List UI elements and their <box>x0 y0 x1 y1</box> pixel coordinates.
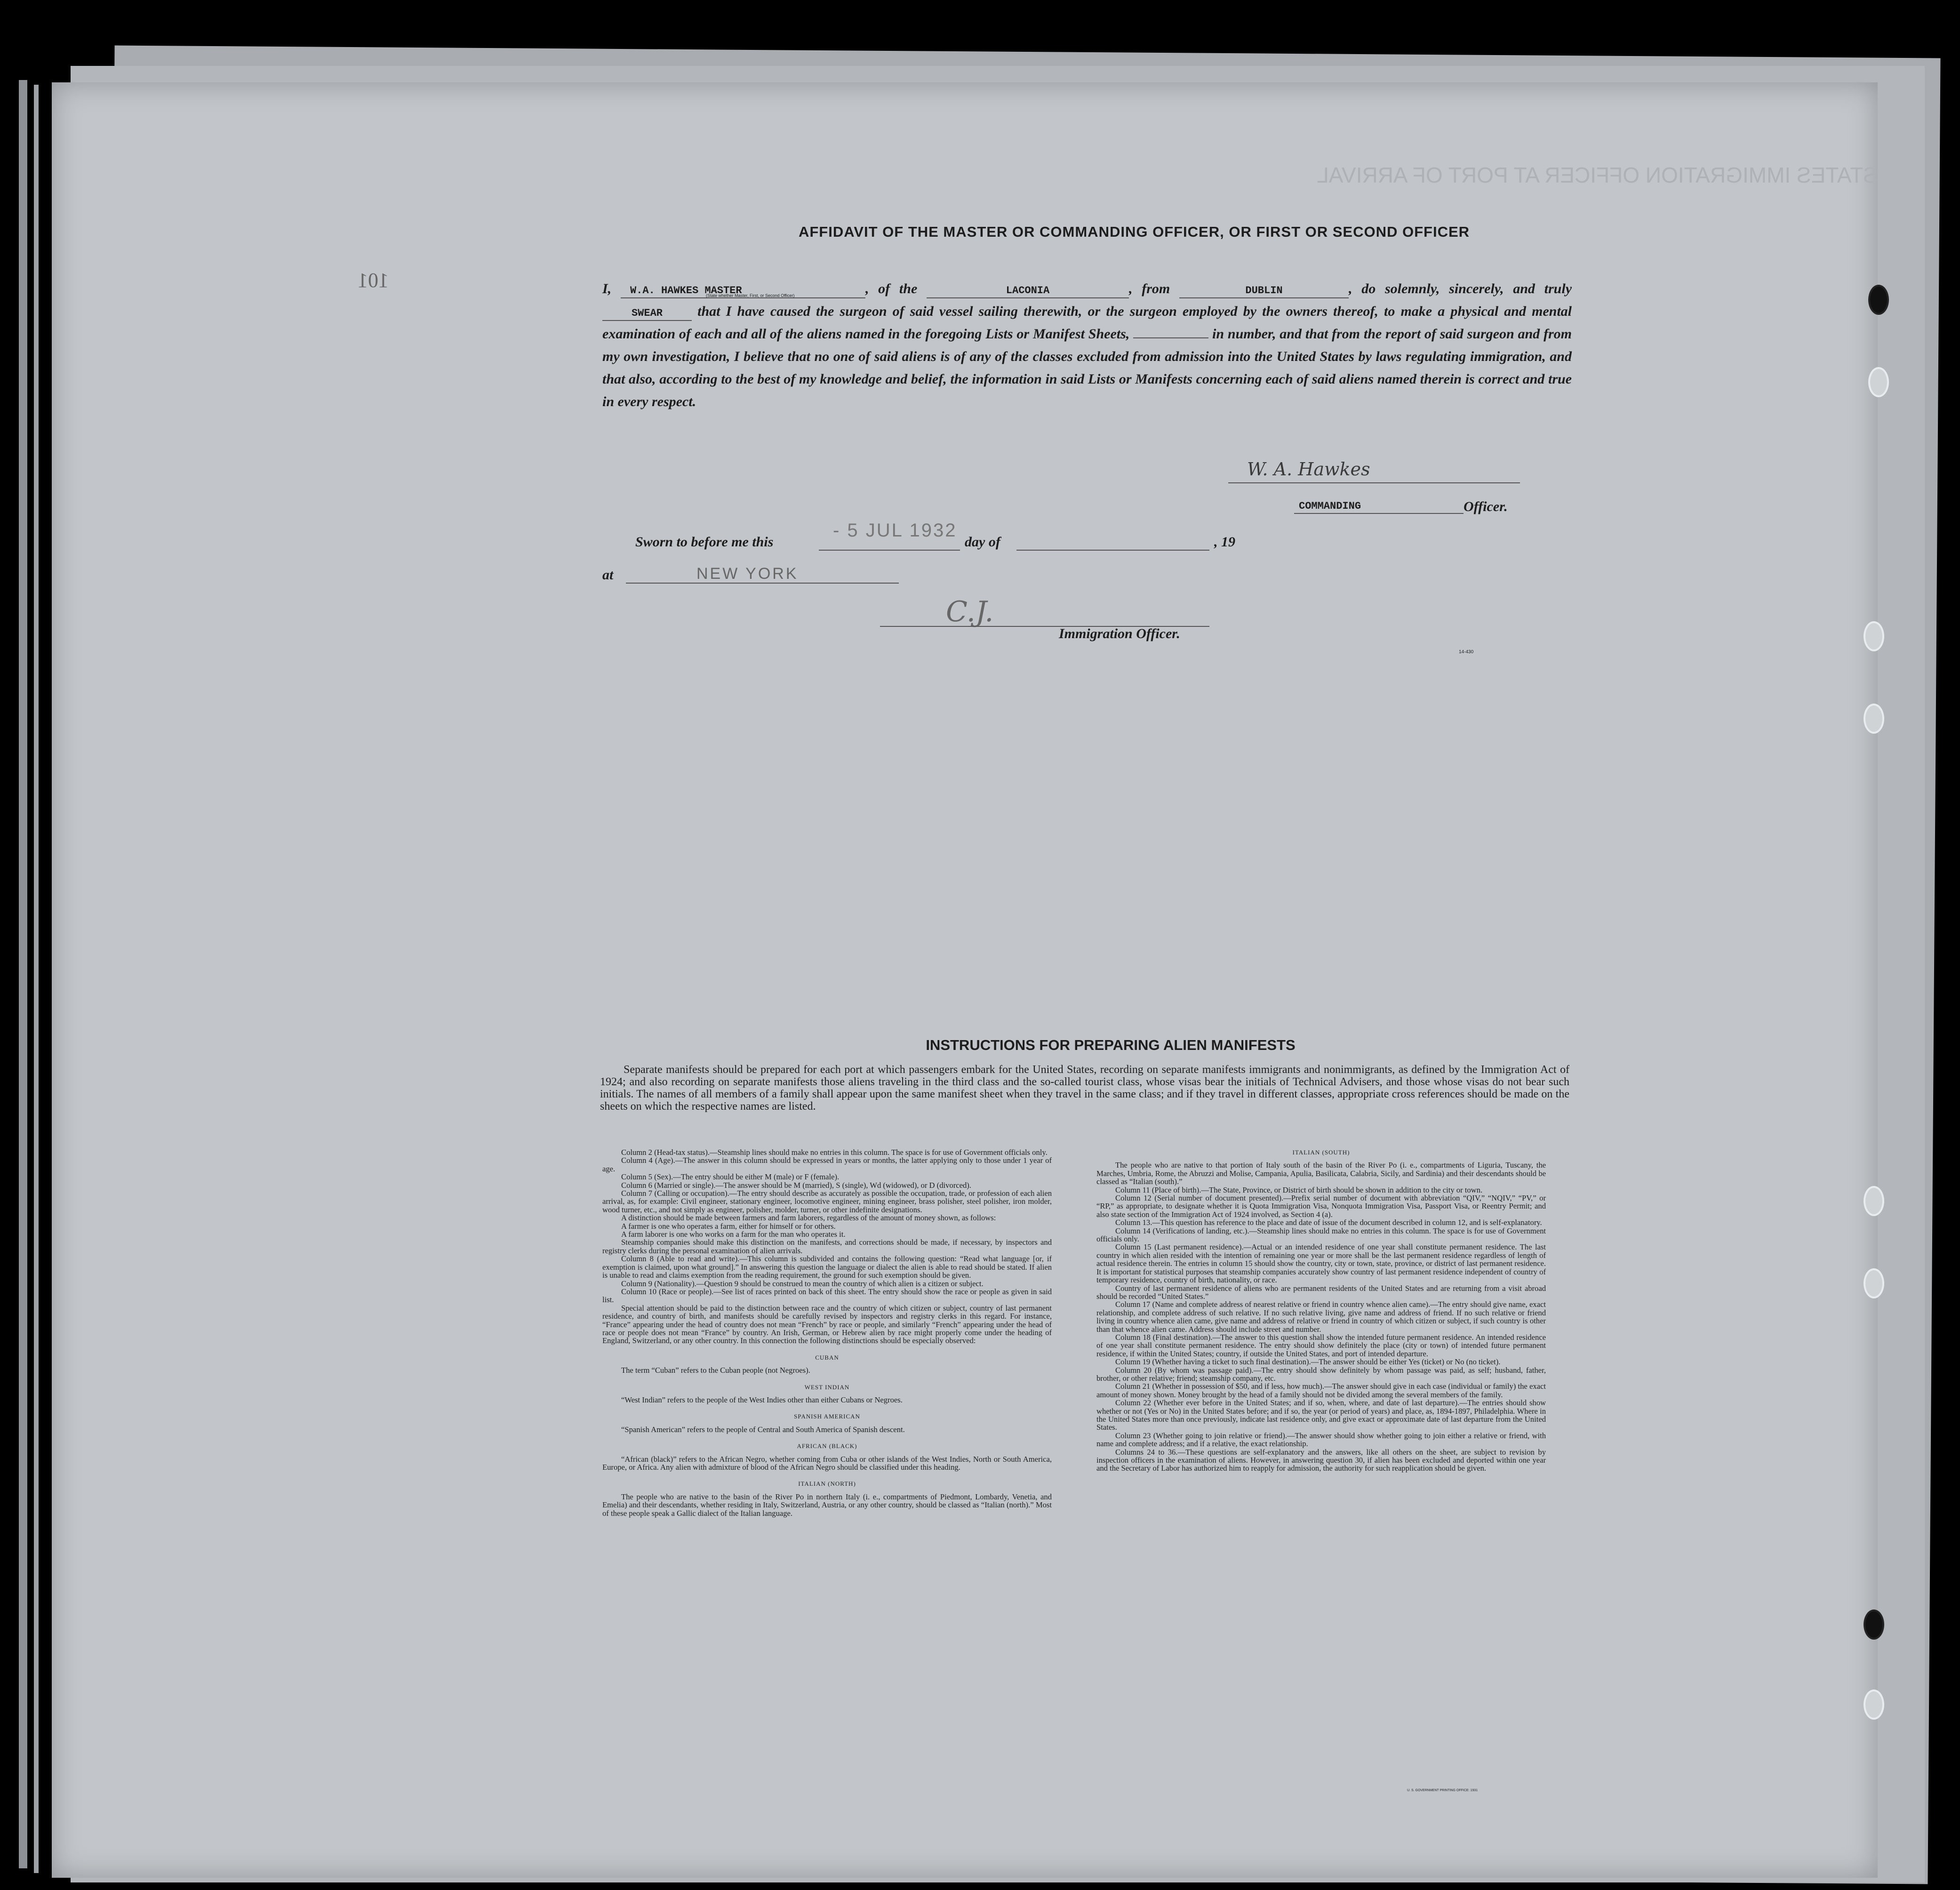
affidavit-text: , of the <box>865 281 918 296</box>
paragraph: Special attention should be paid to the distinction between race and the country of which citizen or subject, country of last permanent residence, and country of birth, and manifests should be carefully revised by inspectors and registry clerks in this regard. For instance, “France” appearing under the head of country does not mean “French” by race or people, and similarly “French” appearing under the head of race or people does not mean “France” by country. An Irish, German, or Hebrew alien by race might properly come under the heading of England, Switzerland, or any other country. In this connection the following distinctions should be especially observed: <box>602 1303 1052 1345</box>
place-line <box>626 583 899 584</box>
paragraph: Column 19 (Whether having a ticket to such final destination).—The answer should be either Yes (ticket) or No (no ticket). <box>1115 1357 1501 1367</box>
sheet-count-field <box>1133 337 1208 338</box>
binder-hole <box>1864 1268 1884 1298</box>
paragraph: Column 10 (Race or people).—See list of races printed on back of this sheet. The entry should show the race or people as given in said list. <box>602 1287 1052 1305</box>
paragraph: Column 14 (Verifications of landing, etc.).—Steamship lines should make no entries in this column. The space is for use of Government officials only. <box>1096 1226 1546 1244</box>
immigration-officer-signature: C.J. <box>946 595 994 628</box>
sworn-label: Sworn to before me this <box>635 534 774 550</box>
margin-page-number: 101 <box>358 269 389 292</box>
binder-hole <box>1864 1690 1884 1720</box>
affidavit-text: in number, and that from the report of said surgeon and from my own investigation, I believe that no one of said aliens is of any of the classes excluded from admission into the United States by laws regulating immigration, and that also, according to the best of my knowledge and belief, the information in said Lists or Manifests concerning each of said aliens named therein is correct and true in every respect. <box>602 326 1572 409</box>
day-line <box>1016 550 1209 551</box>
paragraph: Column 23 (Whether going to join relative or friend).—The answer should show whether going to join either a relative or friend, with name and complete address; and if a relative, the exact relationship. <box>1096 1431 1546 1449</box>
paragraph: “West Indian” refers to the people of the West Indies other than either Cubans or Negroes. <box>621 1395 903 1404</box>
section-heading: SPANISH AMERICAN <box>794 1413 860 1420</box>
paragraph: “African (black)” refers to the African Negro, whether coming from Cuba or other islands of the West Indies, North or South America, Europe, or Africa. Any alien with admixture of blood of the African Negro should be classified under this heading. <box>602 1454 1052 1472</box>
port-from-field: DUBLIN <box>1179 284 1349 298</box>
paragraph: The people who are native to the basin of the River Po in northern Italy (i. e., compartments of Piedmont, Lombardy, Venetia, and Emelia) and their descendants, whether residing in Italy, Switzerland, Austria, or any other country, should be classed as “Italian (north).” Most of these people speak a Gallic dialect of the Italian language. <box>602 1492 1052 1518</box>
form-number: 14-430 <box>1459 649 1474 655</box>
affidavit-body <box>602 278 1572 413</box>
rank-note: (State whether Master, First, or Second Officer) <box>706 293 795 298</box>
binder-hole <box>1864 1610 1884 1640</box>
paragraph: Column 2 (Head-tax status).—Steamship lines should make no entries in this column. The space is for use of Government officials only. <box>621 1148 1048 1157</box>
paragraph: Column 6 (Married or single).—The answer should be M (married), S (single), Wd (widowed), or D (divorced). <box>621 1180 971 1190</box>
paragraph: Country of last permanent residence of aliens who are permanent residents of the United States and are returning from a visit abroad should be recorded “United States.” <box>1096 1283 1546 1301</box>
sworn-line <box>819 550 960 551</box>
at-label: at <box>602 567 614 583</box>
paragraph: The people who are native to that portion of Italy south of the basin of the River Po (i. e., compartments of Liguria, Tuscany, the Marches, Umbria, Rome, the Abruzzi and Molise, Campania, Apulia, Basilicata, Calabria, Sicily, and Sardinia) and their descendants should be classed as “Italian (south).” <box>1096 1161 1546 1186</box>
instructions-intro: Separate manifests should be prepared for each port at which passengers embark for the United States, recording on separate manifests immigrants and nonimmigrants, as defined by the Immigration Act of 1924; and also recording on separate manifests those aliens traveling in the third class and the so-called tourist class, whose visas bear the initials of Technical Advisers, and those whose visas do not bear such initials. The names of all members of a family shall appear upon the same manifest sheet when they travel in the same class; and if they travel in different classes, appropriate cross references should be made on the sheets on which the respective names are listed. <box>600 1064 1569 1113</box>
paragraph: Column 15 (Last permanent residence).—Actual or an intended residence of one year shall constitute permanent residence. The last country in which alien resided with the intention of remaining one year or more shall be the last permanent residence regardless of length of actual residence therein. The entries in column 15 should show the country, city or town, state, province, or district of last permanent residence. It is important for statistical purposes that steamship companies accurately show country of last permanent residence independent of country of temporary residence, country of birth, nationality, or race. <box>1096 1242 1546 1285</box>
instructions-right-column <box>1096 1148 1546 1473</box>
rank-field: COMMANDING <box>1299 500 1361 512</box>
binder-edge <box>19 80 27 1868</box>
paragraph: Column 8 (Able to read and write).—This column is subdivided and contains the following question: “Read what language [or, if exemption is claimed, upon what ground].” In answering this question the language or dialect the alien is able to read should be stated. If alien is unable to read and claims exemption from the reading requirement, the ground for such exemption should be given. <box>602 1254 1052 1280</box>
oath-field: SWEAR <box>602 307 692 321</box>
paragraph: A farm laborer is one who works on a farm for the man who operates it. <box>621 1230 846 1239</box>
rank-line <box>1294 513 1464 514</box>
paragraph: Column 18 (Final destination).—The answer to this question shall show the intended future permanent residence. An intended residence of one year shall constitute permanent residence. The entry should show definitely the place (city or town) of intended future permanent residence, if within the United States; country, if outside the United States, and port of intended departure. <box>1096 1332 1546 1358</box>
paragraph: A distinction should be made between farmers and farm laborers, regardless of the amount of money shown, as follows: <box>621 1213 996 1223</box>
paragraph: A farmer is one who operates a farm, either for himself or for others. <box>621 1221 836 1231</box>
binder-hole <box>1864 704 1884 734</box>
master-name-field: W.A. HAWKES MASTER <box>621 284 865 298</box>
section-heading: ITALIAN (NORTH) <box>798 1480 856 1488</box>
section-heading: CUBAN <box>815 1353 839 1361</box>
paragraph: Column 11 (Place of birth).—The State, Province, or District of birth should be shown in addition to the city or town. <box>1115 1185 1483 1194</box>
officer-label: Officer. <box>1464 499 1508 514</box>
section-heading: AFRICAN (BLACK) <box>797 1442 857 1450</box>
paragraph: Column 4 (Age).—The answer in this column should be expressed in years or months, the latter applying only to those under 1 year of age. <box>602 1156 1052 1173</box>
section-heading: WEST INDIAN <box>804 1383 850 1391</box>
affidavit-text: I, <box>602 281 612 296</box>
affidavit-title: AFFIDAVIT OF THE MASTER OR COMMANDING OFFICER, OR FIRST OR SECOND OFFICER <box>798 224 1470 240</box>
instructions-title: INSTRUCTIONS FOR PREPARING ALIEN MANIFESTS <box>926 1037 1296 1053</box>
paragraph: The term “Cuban” refers to the Cuban people (not Negroes). <box>621 1366 810 1375</box>
paragraph: Steamship companies should make this distinction on the manifests, and corrections should be made, if necessary, by inspectors and registry clerks during the personal examination of alien arrivals. <box>602 1238 1052 1255</box>
paragraph: Column 22 (Whether ever before in the United States; and if so, when, where, and date of last departure).—The entries should show whether or not (Yes or No) in the United States before; and if so, the year (or period of years) and place, as, 1894-1897, Philadelphia. Where in the United States more than once previously, indicate last residence only, and give exact or approximate date of last departure from the United States. <box>1096 1398 1546 1432</box>
printing-office-note: U. S. GOVERNMENT PRINTING OFFICE: 1931 <box>1407 1789 1478 1792</box>
instructions-left-column <box>602 1148 1052 1517</box>
paragraph: Column 21 (Whether in possession of $50, and if less, how much).—The answer should give in each case (individual or family) the exact amount of money shown. Money brought by the head of a family should not be divided among the several members of the family. <box>1096 1382 1546 1399</box>
paragraph: Columns 24 to 36.—These questions are self-explanatory and the answers, like all others on the sheet, are subject to revision by inspection officers in the examination of aliens. However, in answering question 30, if alien has been excluded and deported within one year and the Secretary of Labor has authorized him to reapply for admission, the authority for such reapplication should be given. <box>1096 1447 1546 1473</box>
paragraph: Column 13.—This question has reference to the place and date of issue of the document described in column 12, and is self-explanatory. <box>1115 1218 1542 1227</box>
binder-edge-2 <box>34 85 39 1873</box>
immigration-officer-label: Immigration Officer. <box>1059 626 1180 641</box>
affidavit-text: that I have caused the surgeon of said vessel sailing therewith, or the surgeon employed by the owners thereof, to make a physical and mental examination of each and all of the aliens named in the foregoing Lists or Manifest Sheets, <box>602 304 1572 342</box>
day-of-label: day of <box>965 534 1000 550</box>
affidavit-text: , from <box>1129 281 1170 296</box>
paragraph: Column 7 (Calling or occupation).—The entry should describe as accurately as possible the occupation, trade, or profession of each alien arrival, as, for example: Civil engineer, stationary engineer, locomotive engineer, mining engineer, brass polisher, steel polisher, iron molder, wood turner, etc., and not simply as engineer, polisher, molder, turner, or other indefinite designations. <box>602 1189 1052 1214</box>
year-label: , 19 <box>1214 534 1235 550</box>
paragraph: Column 20 (By whom was passage paid).—The entry should show definitely by whom passage was paid, as self; husband, father, brother, or other relative; friend; steamship company, etc. <box>1096 1365 1546 1383</box>
paragraph: Column 17 (Name and complete address of nearest relative or friend in country whence alien came).—The entry should give name, exact relationship, and complete address of such relative. If no such relative living, give name and address of friend. If no such relative or friend living in country whence alien came, give name and address of relative or friend in country of which citizen or subject, if such country is other than that whence alien came. Address should include street and number. <box>1096 1300 1546 1334</box>
signature-line <box>1228 482 1520 483</box>
paragraph: “Spanish American” refers to the people of Central and South America of Spanish descent. <box>621 1425 905 1434</box>
vessel-field: LACONIA <box>927 284 1129 298</box>
binder-hole <box>1864 1186 1884 1216</box>
section-heading: ITALIAN (SOUTH) <box>1292 1149 1350 1156</box>
place-stamp: NEW YORK <box>696 565 799 583</box>
bleed-through-text: STATES IMMIGRATION OFFICER AT PORT OF ARRIVAL <box>1317 163 1878 187</box>
paragraph: Column 5 (Sex).—The entry should be either M (male) or F (female). <box>621 1172 840 1182</box>
date-stamp: - 5 JUL 1932 <box>833 520 957 541</box>
affidavit-text: , do solemnly, sincerely, and truly <box>1349 281 1572 296</box>
document-page <box>52 82 1878 1878</box>
binder-hole <box>1868 285 1889 315</box>
master-signature: W. A. Hawkes <box>1247 459 1370 480</box>
paragraph: Column 12 (Serial number of document presented).—Prefix serial number of document with abbreviation “QIV,” “NQIV,” “PV,” or “RP,” as appropriate, to designate whether it is Quota Immigration Visa, Nonquota Immigration Visa, Passport Visa, or Reentry Permit; and also state section of the Immigration Act of 1924 involved, as Section 4 (a). <box>1096 1193 1546 1219</box>
binder-hole <box>1868 367 1889 397</box>
binder-hole <box>1864 621 1884 651</box>
paragraph: Column 9 (Nationality).—Question 9 should be construed to mean the country of which alien is a citizen or subject. <box>621 1279 984 1288</box>
